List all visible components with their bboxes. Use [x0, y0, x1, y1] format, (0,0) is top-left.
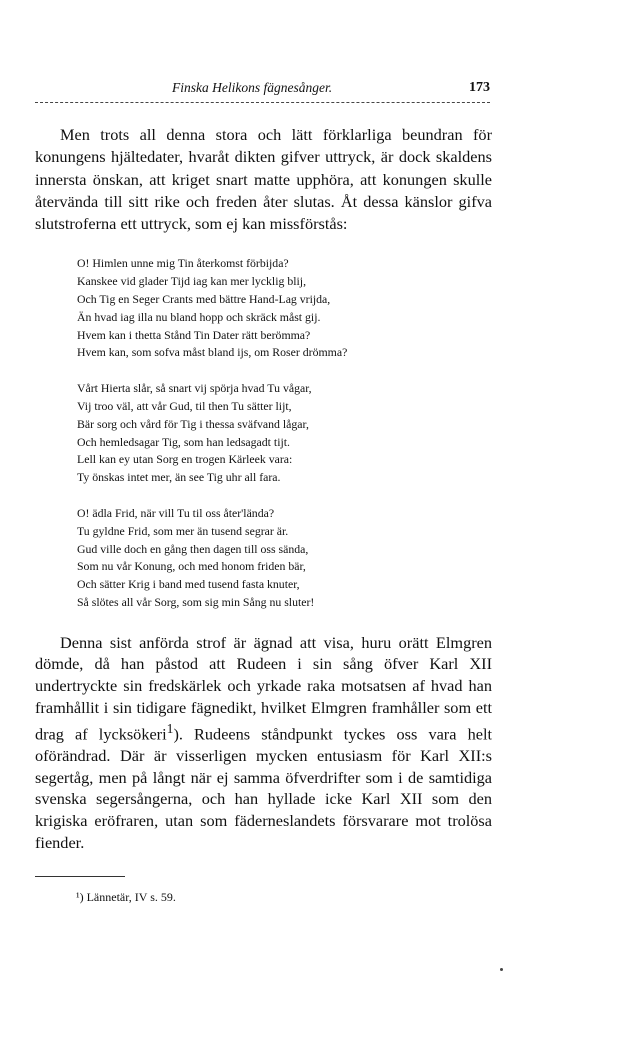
- footnote-mark: ¹): [76, 890, 84, 904]
- verse-line: O! Himlen unne mig Tin återkomst förbijda?: [77, 256, 289, 271]
- paragraph-2-text-a: Denna sist anförda strof är ägnad att visa, huru orätt Elmgren dömde, då han påstod att Rudeen i sin sång öfver Karl XII undertryckte sin fredskärlek och yrkade raka motsatsen af hvad han framhållit i sin tidigare fägnedikt, hvilket Elmgren framhåller som ett drag af lycksökeri: [35, 632, 492, 744]
- verse-line: Gud ville doch en gång then dagen till oss sända,: [77, 541, 309, 556]
- page-header: [35, 80, 490, 108]
- verse-line: Än hvad iag illa nu bland hopp och skräck måst gij.: [77, 309, 321, 324]
- header-rule: [35, 102, 490, 103]
- stanza-3: [77, 505, 497, 612]
- verse-line: Vårt Hierta slår, så snart vij spörja hvad Tu vågar,: [77, 381, 312, 396]
- verse-line: Tu gyldne Frid, som mer än tusend segrar är.: [77, 523, 289, 538]
- verse-line: Och sätter Krig i band med tusend fasta knuter,: [77, 577, 300, 592]
- body-paragraph-2: [35, 632, 492, 853]
- footnote: [76, 890, 176, 905]
- paragraph-2-text-b: ). Rudeens ståndpunkt tyckes oss vara helt oförändrad. Där är visserligen mycken entusiasm för Karl XII:s segertåg, men på långt när ej samma öfverdrifter som i de samtidiga svenska segersångerna, och han hyllade icke Karl XII som den krigiska eröfraren, utan som fäderneslandets försvarare mot trolösa fiender.: [35, 724, 492, 852]
- verse-line: Kanskee vid glader Tijd iag kan mer lycklig blij,: [77, 274, 307, 289]
- verse-line: Hvem kan i thetta Stånd Tin Dater rätt berömma?: [77, 327, 311, 342]
- verse-line: Ty önskas intet mer, än see Tig uhr all fara.: [77, 470, 281, 485]
- body-paragraph-1: Men trots all denna stora och lätt förklarliga beundran för konungens hjältedater, hvaråt dikten gifver uttryck, är dock skaldens innersta önskan, att kriget snart matte upphöra, att konungen skulle återvända till sitt rike och freden åter slutas. Åt dessa känslor gifva slutstroferna ett uttryck, som ej kan missförstås:: [35, 125, 492, 234]
- verse-line: Vij troo väl, att vår Gud, til then Tu sätter lijt,: [77, 399, 292, 414]
- page-number: 173: [469, 80, 490, 95]
- stanza-2: [77, 380, 497, 487]
- footnote-rule: [35, 876, 125, 877]
- main-text: [35, 124, 492, 853]
- verse-line: Hvem kan, som sofva måst bland ijs, om Roser drömma?: [77, 345, 348, 360]
- stanza-1: [77, 255, 497, 362]
- verse-line: Bär sorg och vård för Tig i thessa sväfvand lågar,: [77, 416, 309, 431]
- verse-line: Lell kan ey utan Sorg en trogen Kärleek vara:: [77, 452, 293, 467]
- page-mark: [500, 968, 503, 971]
- footnote-reference: 1: [166, 721, 174, 737]
- running-title: Finska Helikons fägnesånger.: [172, 80, 333, 95]
- verse-line: O! ädla Frid, när vill Tu til oss åter'lända?: [77, 506, 275, 521]
- verse-line: Och hemledsagar Tig, som han ledsagadt tijt.: [77, 434, 290, 449]
- verse-line: Och Tig en Seger Crants med bättre Hand-Lag vrijda,: [77, 292, 331, 307]
- footnote-text: Lännetär, IV s. 59.: [86, 890, 176, 904]
- verse-line: Så slötes all vår Sorg, som sig min Sång nu sluter!: [77, 595, 315, 610]
- verse-line: Som nu vår Konung, och med honom friden bär,: [77, 559, 306, 574]
- poem-quotation: [77, 255, 497, 611]
